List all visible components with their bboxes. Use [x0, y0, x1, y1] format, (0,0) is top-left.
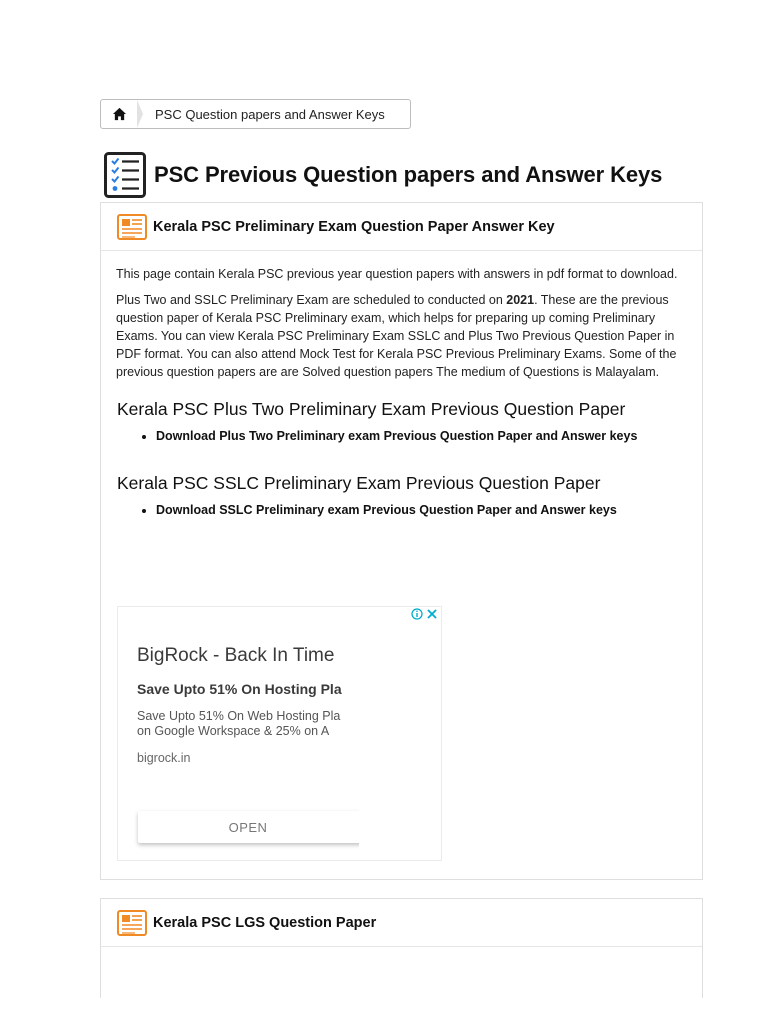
home-icon [112, 107, 127, 121]
intro-paragraph: This page contain Kerala PSC previous year question papers with answers in pdf format to download. [116, 267, 678, 281]
ad-open-button[interactable]: OPEN [138, 811, 359, 843]
ad-desc-line-2: on Google Workspace & 25% on A [137, 724, 330, 738]
ad-title[interactable]: BigRock - Back In Time [137, 645, 335, 666]
newspaper-icon [117, 910, 147, 936]
sslc-download-link[interactable]: • Download SSLC Preliminary exam Previous Question Paper and Answer keys [156, 503, 687, 517]
ad-desc-line-1: Save Upto 51% On Web Hosting Pla [137, 709, 341, 723]
plus-two-download-link[interactable]: • Download Plus Two Preliminary exam Previous Question Paper and Answer keys [156, 429, 687, 443]
advertisement[interactable] [117, 606, 442, 861]
card-title[interactable]: Kerala PSC Preliminary Exam Question Paper Answer Key [153, 218, 555, 235]
ad-domain[interactable]: bigrock.in [137, 751, 191, 765]
schedule-year: 2021 [506, 293, 535, 307]
schedule-text-start: Plus Two and SSLC Preliminary Exam are scheduled to conducted on [116, 293, 507, 307]
page-header [104, 147, 662, 202]
plus-two-heading: Kerala PSC Plus Two Preliminary Exam Previous Question Paper [117, 399, 626, 419]
sslc-heading: Kerala PSC SSLC Preliminary Exam Previous Question Paper [117, 473, 601, 493]
checklist-icon [104, 152, 146, 198]
breadcrumb-home-link[interactable] [101, 100, 137, 128]
card-title[interactable]: Kerala PSC LGS Question Paper [153, 914, 377, 931]
plus-two-links [116, 429, 687, 443]
card-body [101, 251, 702, 517]
ad-controls [411, 608, 438, 620]
ad-subtitle[interactable]: Save Upto 51% On Hosting Pla [137, 681, 342, 697]
ad-description [137, 709, 340, 739]
ad-content[interactable] [118, 607, 359, 861]
ad-close-icon[interactable] [426, 608, 438, 620]
card-header [101, 899, 702, 947]
sslc-links [116, 503, 687, 517]
card-header [101, 203, 702, 251]
breadcrumb [100, 99, 411, 129]
page-title: PSC Previous Question papers and Answer Keys [154, 161, 663, 187]
adchoices-info-icon[interactable] [411, 608, 423, 620]
newspaper-icon [117, 214, 147, 240]
card-preliminary-exam [100, 202, 703, 880]
schedule-text-end: . These are the previous question paper of Kerala PSC Preliminary exam, which helps for preparing up coming Preliminary Exams. You can view Kerala PSC Preliminary Exam SSLC and Plus Two Previous Question Paper in PDF format. You can also attend Mock Test for Kerala PSC Previous Preliminary Exams. Some of the previous question papers are are Solved question papers The medium of Questions is Malayalam. [116, 293, 677, 379]
schedule-paragraph [116, 291, 687, 381]
card-lgs-question-paper [100, 898, 703, 998]
breadcrumb-current[interactable]: PSC Question papers and Answer Keys [155, 106, 385, 122]
